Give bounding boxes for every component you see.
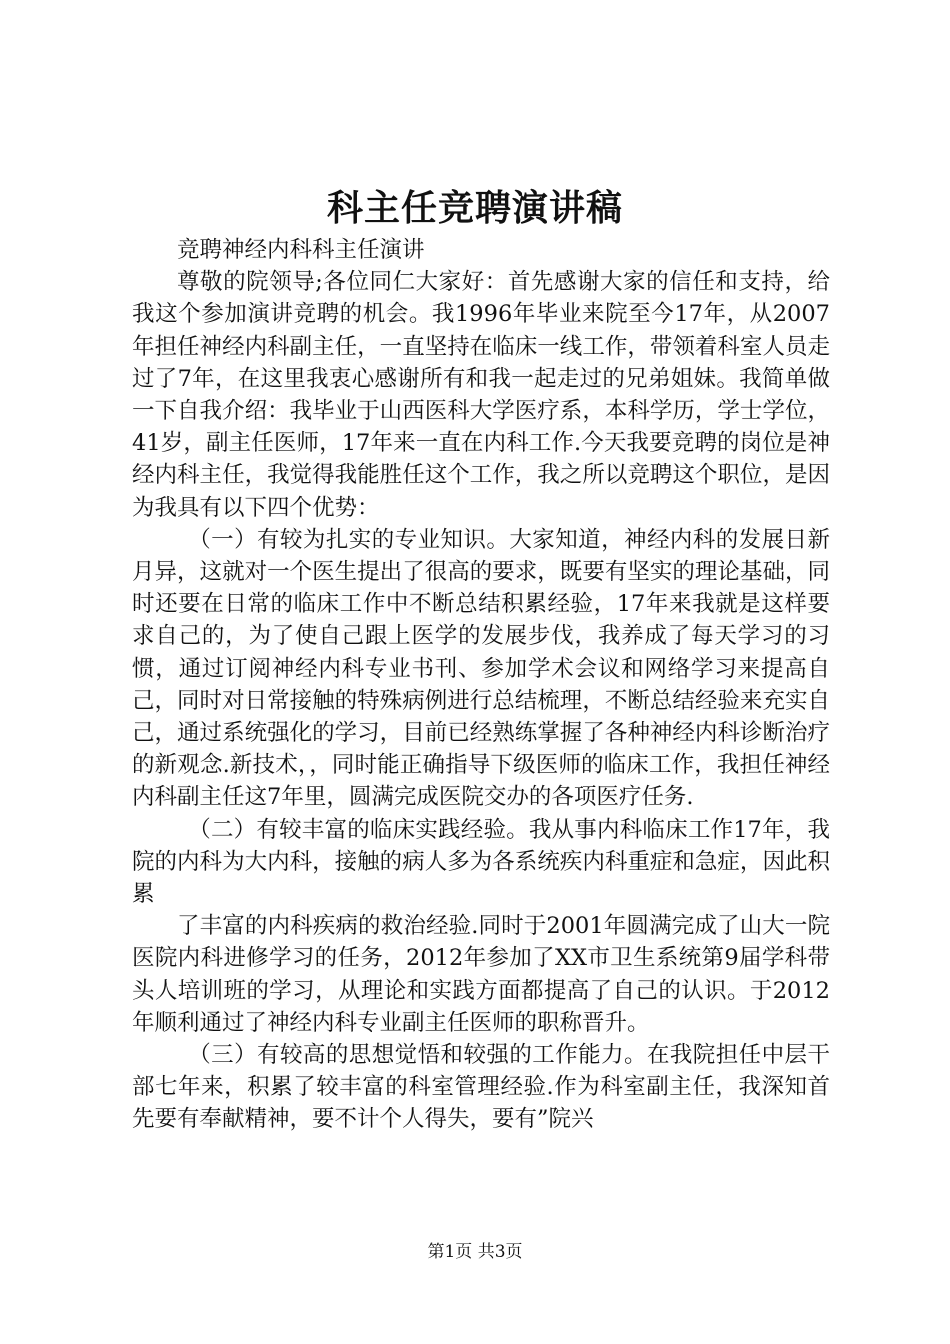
section-two-paragraph: （二）有较丰富的临床实践经验。我从事内科临床工作17年，我院的内科为大内科，接触的病人多为各系统疾内科重症和急症，因此积累: [132, 816, 830, 908]
document-title: 科主任竞聘演讲稿: [326, 187, 623, 229]
intro-paragraph: 尊敬的院领导;各位同仁大家好：首先感谢大家的信任和支持，给我这个参加演讲竞聘的机会。我1996年毕业来院至今17年，从2007年担任神经内科副主任，一直坚持在临床一线工作，带领着科室人员走过了7年，在这里我衷心感谢所有和我一起走过的兄弟姐妹。我简单做一下自我介绍：我毕业于山西医科大学医疗系，本科学历，学士学位，41岁，副主任医师，17年来一直在内科工作.今天我要竞聘的岗位是神经内科主任，我觉得我能胜任这个工作，我之所以竞聘这个职位，是因为我具有以下四个优势：: [132, 269, 830, 521]
document-body: [132, 234, 830, 1136]
section-one-paragraph: （一）有较为扎实的专业知识。大家知道，神经内科的发展日新月异，这就对一个医生提出了很高的要求，既要有坚实的理论基础，同时还要在日常的临床工作中不断总结积累经验，17年来我就是这样要求自己的，为了使自己跟上医学的发展步伐，我养成了每天学习的习惯，通过订阅神经内科专业书刊、参加学术会议和网络学习来提高自己，同时对日常接触的特殊病例进行总结梳理，不断总结经验来充实自己，通过系统强化的学习，目前已经熟练掌握了各种神经内科诊断治疗的新观念.新技术，，同时能正确指导下级医师的临床工作，我担任神经内科副主任这7年里，圆满完成医院交办的各项医疗任务.: [132, 526, 830, 811]
page-footer: 第1页 共3页: [427, 1242, 523, 1262]
section-two-continued-paragraph: 了丰富的内科疾病的救治经验.同时于2001年圆满完成了山大一院医院内科进修学习的任务，2012年参加了XX市卫生系统第9届学科带头人培训班的学习，从理论和实践方面都提高了自己的认识。于2012年顺利通过了神经内科专业副主任医师的职称晋升。: [132, 913, 830, 1036]
subtitle-paragraph: 竞聘神经内科科主任演讲: [177, 237, 425, 263]
section-three-paragraph: （三）有较高的思想觉悟和较强的工作能力。在我院担任中层干部七年来，积累了较丰富的科室管理经验.作为科室副主任，我深知首先要有奉献精神，要不计个人得失，要有”院兴: [132, 1042, 830, 1133]
